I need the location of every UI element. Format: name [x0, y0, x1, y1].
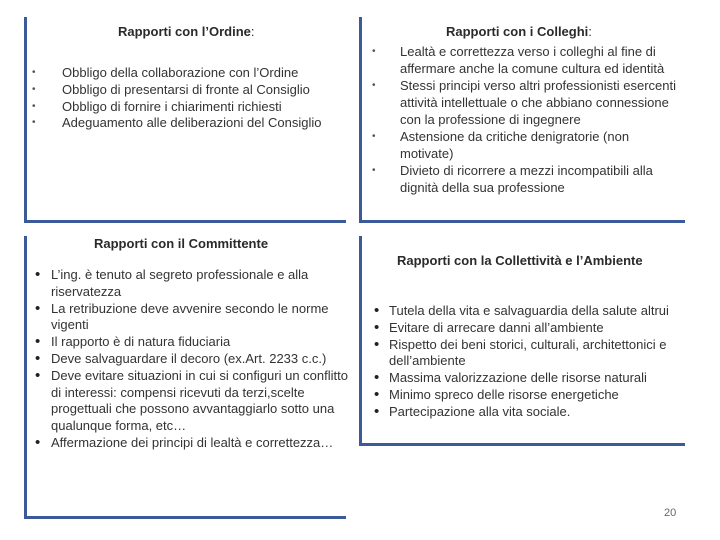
collettivita-list — [389, 303, 689, 421]
collettivita-title: Rapporti con la Collettività e l’Ambiente — [397, 253, 643, 268]
list-item: • Minimo spreco delle risorse energetiche — [389, 387, 689, 404]
committente-box — [27, 233, 349, 516]
list-item: • Adeguamento alle deliberazioni del Consiglio — [62, 115, 347, 132]
list-item: • Deve salvaguardare il decoro (ex.Art. 2233 c.c.) — [51, 351, 351, 368]
page-number: 20 — [664, 507, 677, 519]
list-item: • Stessi principi verso altri professionisti esercenti attività intellettuale o che abbiano connessione con la professione di ingegnere — [400, 78, 682, 128]
list-item: • Astensione da critiche denigratorie (non motivate) — [400, 129, 682, 163]
list-item: • La retribuzione deve avvenire secondo le norme vigenti — [51, 301, 351, 335]
committente-title: Rapporti con il Committente — [94, 236, 269, 251]
list-item: • Affermazione dei principi di lealtà e correttezza… — [51, 435, 351, 452]
list-item: • Obbligo di fornire i chiarimenti richiesti — [62, 99, 347, 116]
list-item: • Divieto di ricorrere a mezzi incompatibili alla dignità della sua professione — [400, 163, 682, 197]
list-item: • Tutela della vita e salvaguardia della salute altrui — [389, 303, 689, 320]
list-item: • Partecipazione alla vita sociale. — [389, 404, 689, 421]
collettivita-box — [362, 233, 688, 443]
list-item: • Il rapporto è di natura fiduciaria — [51, 334, 351, 351]
colleghi-title: Rapporti con i Colleghi: — [446, 24, 592, 39]
ordine-list — [62, 65, 347, 132]
list-item: • Massima valorizzazione delle risorse naturali — [389, 370, 689, 387]
list-item: • Deve evitare situazioni in cui si configuri un conflitto di interessi: compensi ricevuti da terzi,scelte progettuali che possono avvantaggiarlo sotto una qualunque forma, etc… — [51, 368, 351, 435]
list-item: • L’ing. è tenuto al segreto professionale e alla riservatezza — [51, 267, 351, 301]
list-item: • Rispetto dei beni storici, culturali, architettonici e dell’ambiente — [389, 337, 689, 371]
ordine-title: Rapporti con l’Ordine: — [118, 24, 255, 39]
list-item: • Lealtà e correttezza verso i colleghi al fine di affermare anche la comune cultura ed identità — [400, 44, 682, 78]
list-item: • Obbligo di presentarsi di fronte al Consiglio — [62, 82, 347, 99]
list-item: • Evitare di arrecare danni all’ambiente — [389, 320, 689, 337]
colleghi-list — [400, 44, 682, 197]
ordine-box — [27, 14, 349, 220]
colleghi-box — [362, 14, 688, 220]
list-item: • Obbligo della collaborazione con l’Ordine — [62, 65, 347, 82]
committente-list — [51, 267, 351, 452]
